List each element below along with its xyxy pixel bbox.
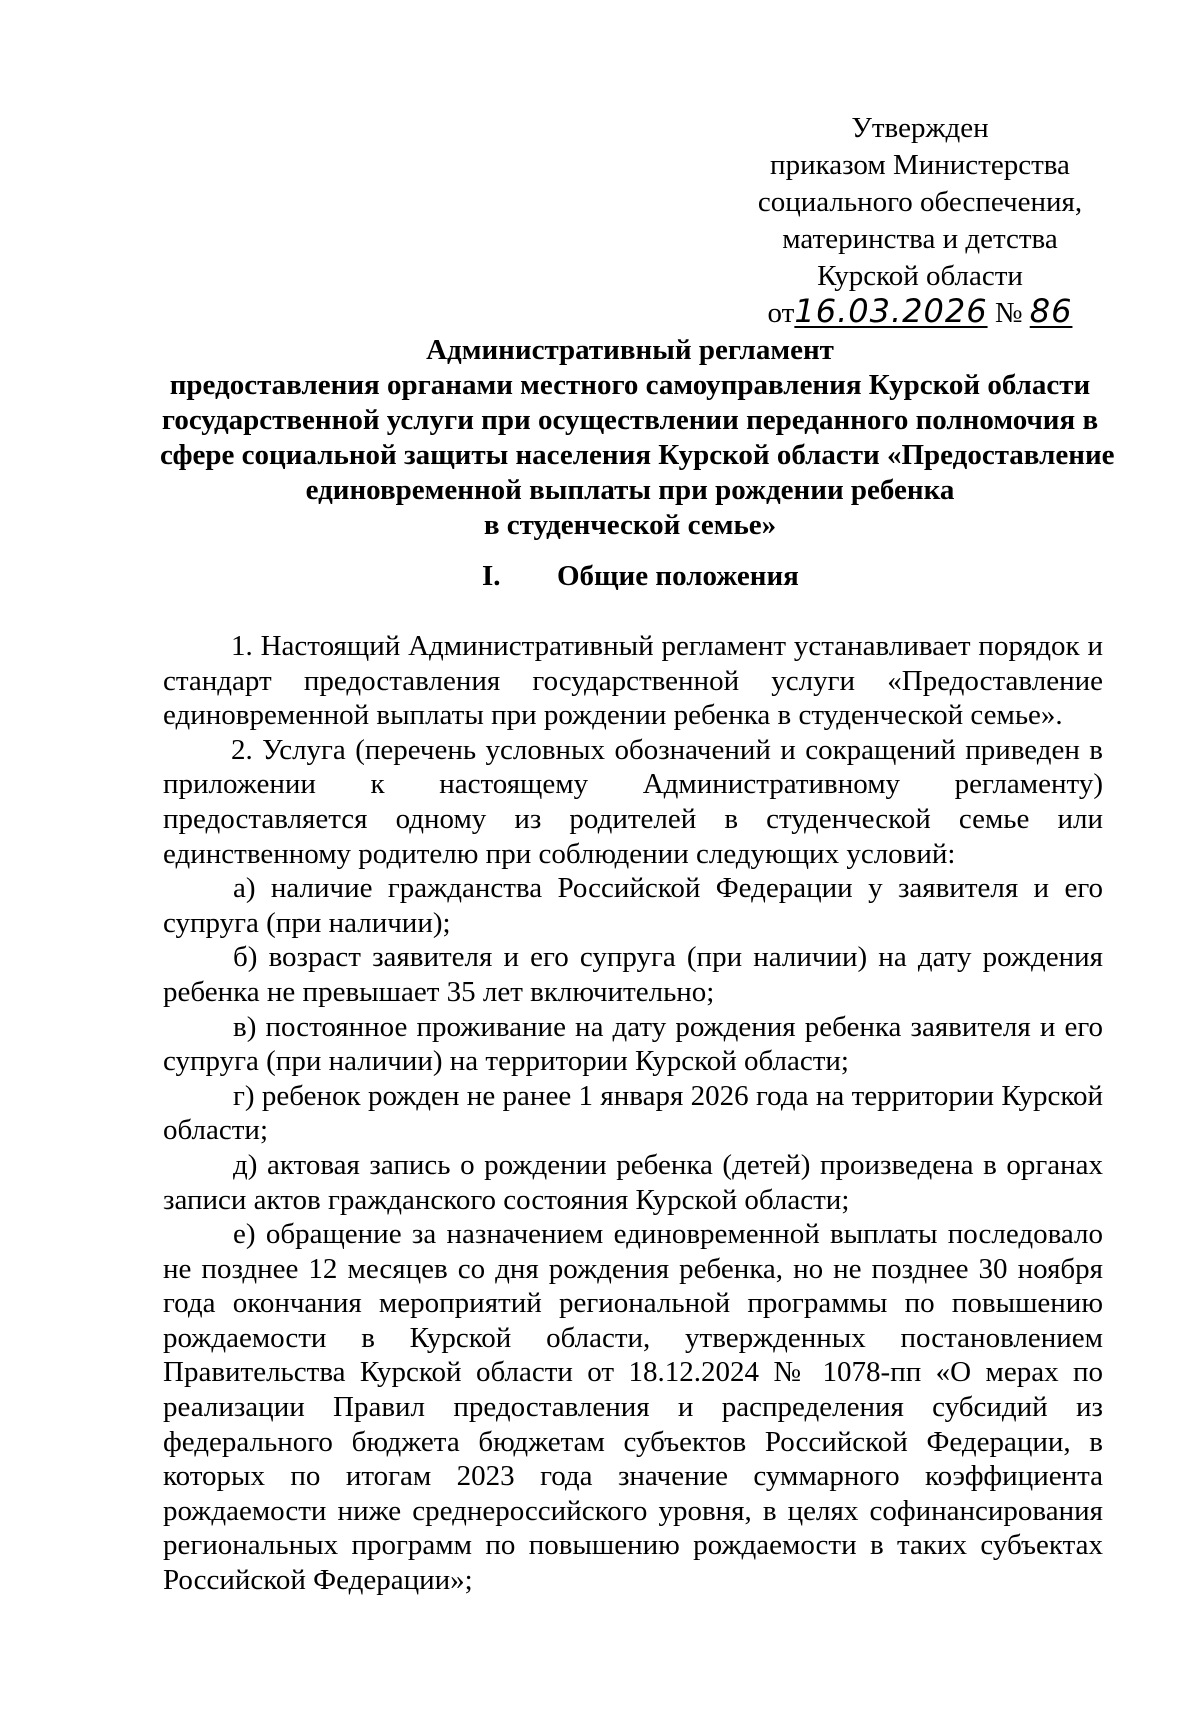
approval-line: приказом Министерства (770, 149, 1070, 181)
list-item: г) ребенок рожден не ранее 1 января 2026 года на территории Курской области; (163, 1079, 1103, 1147)
title-line: сфере социальной защиты населения Курской области «Предоставление (160, 439, 1115, 471)
title-line: в студенческой семье» (483, 509, 777, 541)
paragraph: 2. Услуга (перечень условных обозначений и сокращений приведен в приложении к настоящему Административному регламенту) предоставляется одному из родителей в студенческой семье или единственному родителю при соблюдении следующих условий: (163, 733, 1103, 870)
document-body (163, 629, 1103, 1598)
document-title (160, 333, 1115, 543)
handwritten-date: 16.03.2026 (794, 292, 988, 330)
list-item: д) актовая запись о рождении ребенка (детей) произведена в органах записи актов гражданского состояния Курской области; (163, 1148, 1103, 1216)
approval-line: материнства и детства (782, 223, 1058, 255)
title-line: государственной услуги при осуществлении переданного полномочия в (161, 404, 1099, 436)
title-line: предоставления органами местного самоуправления Курской области (169, 369, 1091, 401)
paragraph: 1. Настоящий Административный регламент устанавливает порядок и стандарт предоставления государственной услуги «Предоставление единовременной выплаты при рождении ребенка в студенческой семье». (163, 630, 1103, 732)
date-prefix: от (767, 297, 795, 329)
approval-line: Курской области (817, 260, 1023, 292)
list-item: в) постоянное проживание на дату рождения ребенка заявителя и его супруга (при наличии) на территории Курской области; (163, 1010, 1103, 1078)
section-name: Общие положения (557, 560, 799, 592)
approval-line: Утвержден (851, 112, 989, 144)
list-item: а) наличие гражданства Российской Федерации у заявителя и его супруга (при наличии); (163, 872, 1103, 939)
approval-block (740, 110, 1100, 332)
list-item: е) обращение за назначением единовременной выплаты последовало не позднее 12 месяцев со дня рождения ребенка, но не позднее 30 ноября года окончания мероприятий региональной программы по повышению рождаемости в Курской области, утвержденных постановлением Правительства Курской области от 18.12.2024 № 1078-пп «О мерах по реализации Правил предоставления и распределения субсидий из федерального бюджета бюджетам субъектов Российской Федерации, в которых по итогам 2023 года значение суммарного коэффициента рождаемости ниже среднероссийского уровня, в целях софинансирования региональных программ по повышению рождаемости в таких субъектах Российской Федерации»; (163, 1218, 1103, 1597)
title-line: Административный регламент (426, 334, 834, 366)
title-line: единовременной выплаты при рождении ребенка (305, 474, 955, 506)
approval-date-line (740, 293, 1100, 332)
section-number: I. (482, 560, 501, 592)
number-prefix: № (994, 297, 1023, 329)
handwritten-number: 86 (1029, 292, 1073, 330)
approval-line: социального обеспечения, (757, 186, 1083, 218)
list-item: б) возраст заявителя и его супруга (при наличии) на дату рождения ребенка не превышает 35 лет включительно; (163, 941, 1103, 1008)
